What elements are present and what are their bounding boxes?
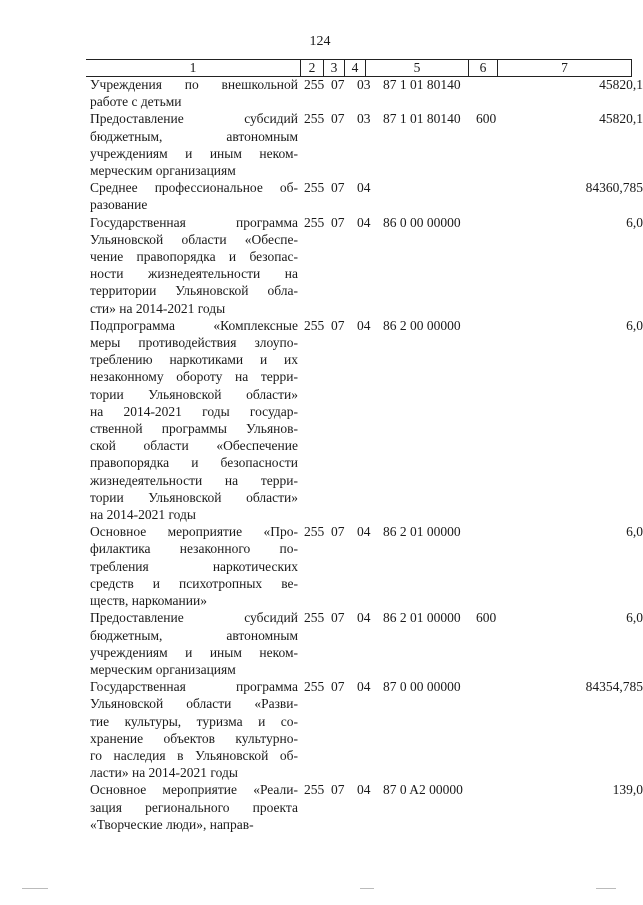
- ministry-code: 255: [304, 610, 325, 626]
- ministry-code: 255: [304, 77, 325, 92]
- row-description-line: Предоставление субсидий: [90, 610, 298, 626]
- subsection-code: 04: [357, 317, 371, 333]
- row-description-line: Ульяновской области «Разви-: [90, 696, 298, 712]
- row-description-line: Подпрограмма «Комплексные: [90, 317, 298, 333]
- row-description-line: требления наркотических: [90, 558, 298, 574]
- header-col-3: 3: [324, 60, 345, 76]
- row-description-line: бюджетным, автономным: [90, 627, 298, 643]
- section-code: 07: [331, 524, 345, 540]
- section-code: 07: [331, 77, 345, 92]
- row-description-line: работе с детьми: [90, 94, 182, 110]
- row-description-line: Основное мероприятие «Про-: [90, 524, 298, 540]
- section-code: 07: [331, 111, 345, 127]
- row-description-line: Среднее профессиональное об-: [90, 180, 298, 196]
- expense-type-code: 600: [476, 610, 497, 626]
- row-description: [90, 317, 298, 523]
- section-code: 07: [331, 317, 345, 333]
- row-description-line: незаконному обороту на терри-: [90, 369, 298, 385]
- table-row: [90, 609, 643, 678]
- row-description: [90, 110, 298, 179]
- row-description-line: учреждениям и иным неком-: [90, 145, 298, 161]
- row-description-line: треблению наркотиками и их: [90, 352, 298, 368]
- row-description-line: Государственная программа: [90, 214, 298, 230]
- row-description-line: тории Ульяновской области»: [90, 386, 298, 402]
- section-code: 07: [331, 679, 345, 695]
- row-description-line: Ульяновской области «Обеспе-: [90, 231, 298, 247]
- table-row: [90, 678, 643, 781]
- table-row: [90, 781, 643, 833]
- ministry-code: 255: [304, 679, 325, 695]
- row-description-line: мерческим организациям: [90, 661, 236, 677]
- target-article-code: 87 0 A2 00000: [383, 782, 463, 798]
- scan-artifact: [22, 888, 48, 889]
- subsection-code: 04: [357, 214, 371, 230]
- row-description-line: тории Ульяновской области»: [90, 489, 298, 505]
- row-description-line: Предоставление субсидий: [90, 111, 298, 127]
- row-description: [90, 609, 298, 678]
- row-description-line: филактика незаконного по-: [90, 541, 298, 557]
- ministry-code: 255: [304, 111, 325, 127]
- section-code: 07: [331, 610, 345, 626]
- row-description-line: Учреждения по внешкольной: [90, 77, 298, 92]
- row-description-line: жизнедеятельности на терри-: [90, 472, 298, 488]
- header-col-1: 1: [86, 60, 301, 76]
- row-description-line: средств и психотропных ве-: [90, 575, 298, 591]
- subsection-code: 03: [357, 111, 371, 127]
- ministry-code: 255: [304, 317, 325, 333]
- row-description-line: хранение объектов культурно-: [90, 730, 298, 746]
- row-description-line: разование: [90, 197, 148, 213]
- ministry-code: 255: [304, 180, 325, 196]
- target-article-code: 86 2 01 00000: [383, 610, 461, 626]
- section-code: 07: [331, 180, 345, 196]
- row-description-line: Основное мероприятие «Реали-: [90, 782, 298, 798]
- row-description-line: ственной программы Ульянов-: [90, 421, 298, 437]
- target-article-code: 87 1 01 80140: [383, 77, 461, 92]
- page-number: 124: [309, 34, 331, 49]
- amount: 84360,785: [585, 180, 643, 196]
- table-row: [90, 179, 643, 213]
- row-description-line: бюджетным, автономным: [90, 128, 298, 144]
- amount: 45820,1: [599, 77, 643, 92]
- amount: 45820,1: [599, 111, 643, 127]
- target-article-code: 87 0 00 00000: [383, 679, 461, 695]
- row-description-line: чение правопорядка и безопас-: [90, 249, 298, 265]
- row-description-line: ществ, наркомании»: [90, 593, 207, 609]
- row-description-line: тие культуры, туризма и со-: [90, 713, 298, 729]
- header-col-4: 4: [345, 60, 366, 76]
- row-description-line: ности жизнедеятельности на: [90, 266, 298, 282]
- row-description-line: на 2014-2021 годы: [90, 507, 196, 523]
- subsection-code: 04: [357, 524, 371, 540]
- row-description-line: мерческим организациям: [90, 163, 236, 179]
- target-article-code: 86 0 00 00000: [383, 214, 461, 230]
- table-row: [90, 110, 643, 179]
- header-col-6: 6: [469, 60, 498, 76]
- table-header: [86, 59, 632, 77]
- target-article-code: 86 2 00 00000: [383, 317, 461, 333]
- scan-artifact: [596, 888, 616, 889]
- row-description: [90, 781, 298, 833]
- row-description-line: правопорядка и безопасности: [90, 455, 298, 471]
- header-col-2: 2: [301, 60, 324, 76]
- amount: 6,0: [626, 524, 643, 540]
- subsection-code: 04: [357, 610, 371, 626]
- subsection-code: 04: [357, 180, 371, 196]
- ministry-code: 255: [304, 214, 325, 230]
- amount: 6,0: [626, 214, 643, 230]
- amount: 84354,785: [585, 679, 643, 695]
- table-body: [90, 76, 643, 833]
- header-col-5: 5: [366, 60, 469, 76]
- row-description: [90, 179, 298, 213]
- table-row: [90, 317, 643, 523]
- subsection-code: 04: [357, 679, 371, 695]
- ministry-code: 255: [304, 782, 325, 798]
- target-article-code: 87 1 01 80140: [383, 111, 461, 127]
- header-col-7: 7: [498, 60, 632, 76]
- row-description: [90, 678, 298, 781]
- row-description: [90, 76, 298, 110]
- row-description-line: сти» на 2014-2021 годы: [90, 300, 226, 316]
- expense-type-code: 600: [476, 111, 497, 127]
- row-description-line: учреждениям и иным неком-: [90, 644, 298, 660]
- table-row: [90, 76, 643, 110]
- row-description-line: на 2014-2021 годы государ-: [90, 403, 298, 419]
- row-description-line: ласти» на 2014-2021 годы: [90, 765, 238, 781]
- row-description-line: Государственная программа: [90, 679, 298, 695]
- row-description-line: зация регионального проекта: [90, 799, 298, 815]
- table-row: [90, 214, 643, 317]
- row-description-line: меры противодействия злоупо-: [90, 335, 298, 351]
- row-description-line: «Творческие люди», направ-: [90, 816, 254, 832]
- table-row: [90, 523, 643, 609]
- amount: 6,0: [626, 610, 643, 626]
- target-article-code: 86 2 01 00000: [383, 524, 461, 540]
- row-description-line: ской области «Обеспечение: [90, 438, 298, 454]
- scan-artifact: [360, 888, 374, 889]
- row-description: [90, 214, 298, 317]
- subsection-code: 04: [357, 782, 371, 798]
- amount: 6,0: [626, 317, 643, 333]
- row-description-line: территории Ульяновской обла-: [90, 283, 298, 299]
- row-description-line: го наследия в Ульяновской об-: [90, 747, 298, 763]
- row-description: [90, 523, 298, 609]
- ministry-code: 255: [304, 524, 325, 540]
- subsection-code: 03: [357, 77, 371, 92]
- amount: 139,0: [612, 782, 643, 798]
- section-code: 07: [331, 782, 345, 798]
- section-code: 07: [331, 214, 345, 230]
